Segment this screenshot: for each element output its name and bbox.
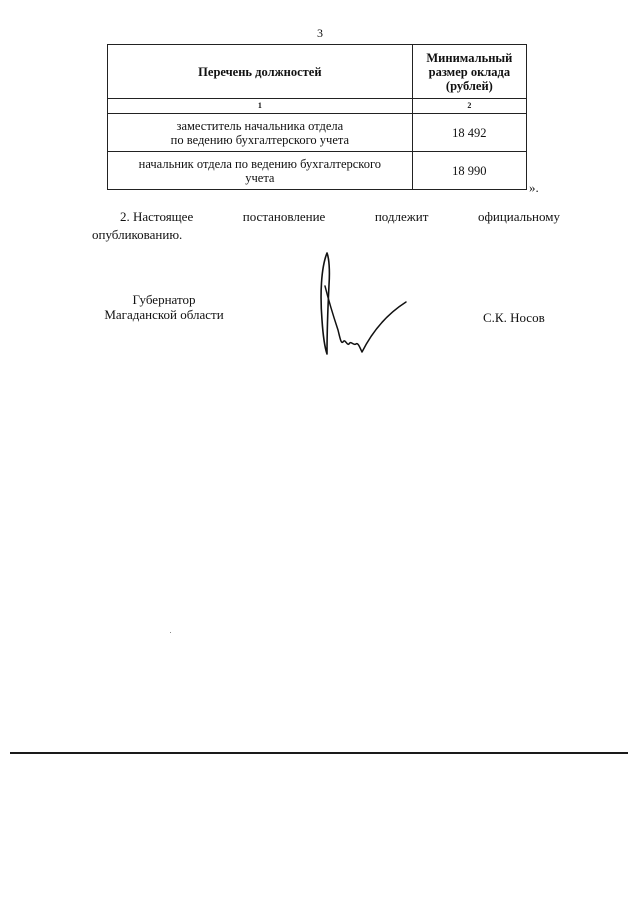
governor-title-line2: Магаданской области	[104, 307, 224, 322]
table-row	[108, 114, 527, 152]
table-column-number-row	[108, 99, 527, 114]
header-salary-line3: (рублей)	[445, 78, 493, 93]
position-cell	[108, 152, 413, 190]
paragraph-line2: опубликованию.	[92, 227, 183, 242]
paragraph-line1	[92, 208, 560, 226]
position-line1: начальник отдела по ведению бухгалтерского	[138, 156, 382, 171]
paragraph-word: постановление	[242, 209, 326, 224]
table-row	[108, 152, 527, 190]
column-number-1: 1	[108, 99, 413, 114]
governor-title	[82, 292, 246, 322]
paragraph-word: официальному	[477, 209, 560, 224]
header-salary	[412, 45, 526, 99]
governor-title-line1: Губернатор	[132, 292, 196, 307]
salary-table	[107, 44, 527, 190]
position-line2: по ведению бухгалтерского учета	[170, 132, 350, 147]
position-cell	[108, 114, 413, 152]
handwritten-signature	[312, 250, 422, 360]
column-number-2: 2	[412, 99, 526, 114]
publication-paragraph	[92, 208, 560, 244]
paragraph-word: 2. Настоящее	[120, 209, 194, 224]
scan-speck	[170, 632, 171, 633]
table-header-row	[108, 45, 527, 99]
salary-cell: 18 990	[412, 152, 526, 190]
header-positions: Перечень должностей	[108, 45, 413, 99]
salary-cell: 18 492	[412, 114, 526, 152]
header-salary-line2: размер оклада	[428, 64, 511, 79]
page-number: 3	[317, 26, 323, 40]
paragraph-word: подлежит	[374, 209, 429, 224]
footer-divider	[10, 752, 628, 754]
signer-name: С.К. Носов	[483, 310, 545, 325]
header-salary-line1: Минимальный	[426, 50, 513, 65]
position-line1: заместитель начальника отдела	[176, 118, 344, 133]
position-line2: учета	[245, 170, 275, 185]
closing-quote: ».	[529, 180, 539, 195]
